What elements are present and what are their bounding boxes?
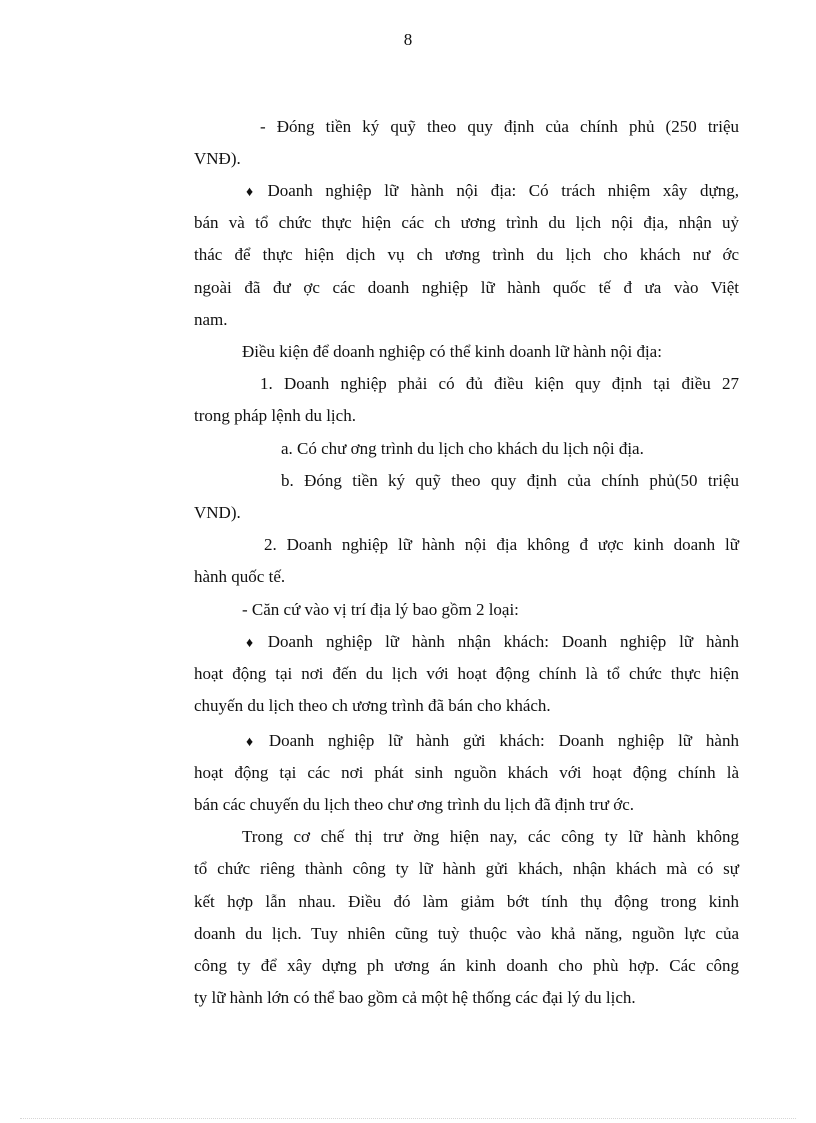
text-line: trong pháp lệnh du lịch. — [194, 406, 356, 425]
footer-divider — [20, 1118, 796, 1119]
diamond-bullet-icon: ♦ — [246, 636, 262, 651]
text-line: - Đóng tiền ký quỹ theo quy định của chính phủ (250 triệu — [260, 117, 739, 136]
text-line: hoạt động tại nơi đến du lịch với hoạt động chính là tổ chức thực hiện — [194, 664, 739, 683]
text-line: bán các chuyến du lịch theo chư ơng trình du lịch đã định trư ớc. — [194, 795, 635, 814]
text-line: chuyến du lịch theo ch ương trình đã bán cho khách. — [194, 696, 551, 715]
text-line: thác để thực hiện dịch vụ ch ương trình du lịch cho khách nư ớc — [194, 245, 739, 264]
bullet-line — [246, 730, 739, 754]
text-line: 1. Doanh nghiệp phải có đủ điều kiện quy định tại điều 27 — [260, 374, 739, 393]
text-line: Điều kiện để doanh nghiệp có thể kinh doanh lữ hành nội địa: — [242, 342, 662, 361]
text-line: tổ chức riêng thành công ty lữ hành gửi khách, nhận khách mà có sự — [194, 859, 739, 878]
bullet-line — [246, 631, 739, 655]
text-line: ngoài đã đư ợc các doanh nghiệp lữ hành quốc tế đ ưa vào Việt — [194, 278, 739, 297]
bullet-line — [246, 180, 739, 204]
text-line: ty lữ hành lớn có thể bao gồm cả một hệ thống các đại lý du lịch. — [194, 988, 636, 1007]
text-line: hành quốc tế. — [194, 567, 286, 586]
text-line: Doanh nghiệp lữ hành gửi khách: Doanh nghiệp lữ hành — [268, 731, 739, 750]
text-line: hoạt động tại các nơi phát sinh nguồn khách với hoạt động chính là — [194, 763, 739, 782]
text-line: kết hợp lẫn nhau. Điều đó làm giảm bớt tính thụ động trong kinh — [194, 892, 739, 911]
page-number: 8 — [403, 30, 413, 49]
text-line: a. Có chư ơng trình du lịch cho khách du lịch nội địa. — [281, 439, 644, 458]
text-line: 2. Doanh nghiệp lữ hành nội địa không đ ược kinh doanh lữ — [264, 535, 739, 554]
diamond-bullet-icon: ♦ — [246, 735, 263, 750]
diamond-bullet-icon: ♦ — [246, 185, 262, 200]
text-line: Trong cơ chế thị trư ờng hiện nay, các công ty lữ hành không — [242, 827, 739, 846]
text-line: VND). — [194, 503, 241, 522]
text-line: VNĐ). — [194, 149, 241, 168]
text-line: công ty để xây dựng ph ương án kinh doanh cho phù hợp. Các công — [194, 956, 739, 975]
text-line: nam. — [194, 310, 228, 329]
text-line: Doanh nghiệp lữ hành nội địa: Có trách nhiệm xây dựng, — [267, 181, 739, 200]
text-line: doanh du lịch. Tuy nhiên cũng tuỳ thuộc vào khả năng, nguồn lực của — [194, 924, 739, 943]
text-line: - Căn cứ vào vị trí địa lý bao gồm 2 loại: — [242, 600, 519, 619]
text-line: bán và tổ chức thực hiện các ch ương trình du lịch nội địa, nhận uỷ — [194, 213, 739, 232]
text-line: b. Đóng tiền ký quỹ theo quy định của chính phủ(50 triệu — [281, 471, 739, 490]
text-line: Doanh nghiệp lữ hành nhận khách: Doanh nghiệp lữ hành — [267, 632, 739, 651]
